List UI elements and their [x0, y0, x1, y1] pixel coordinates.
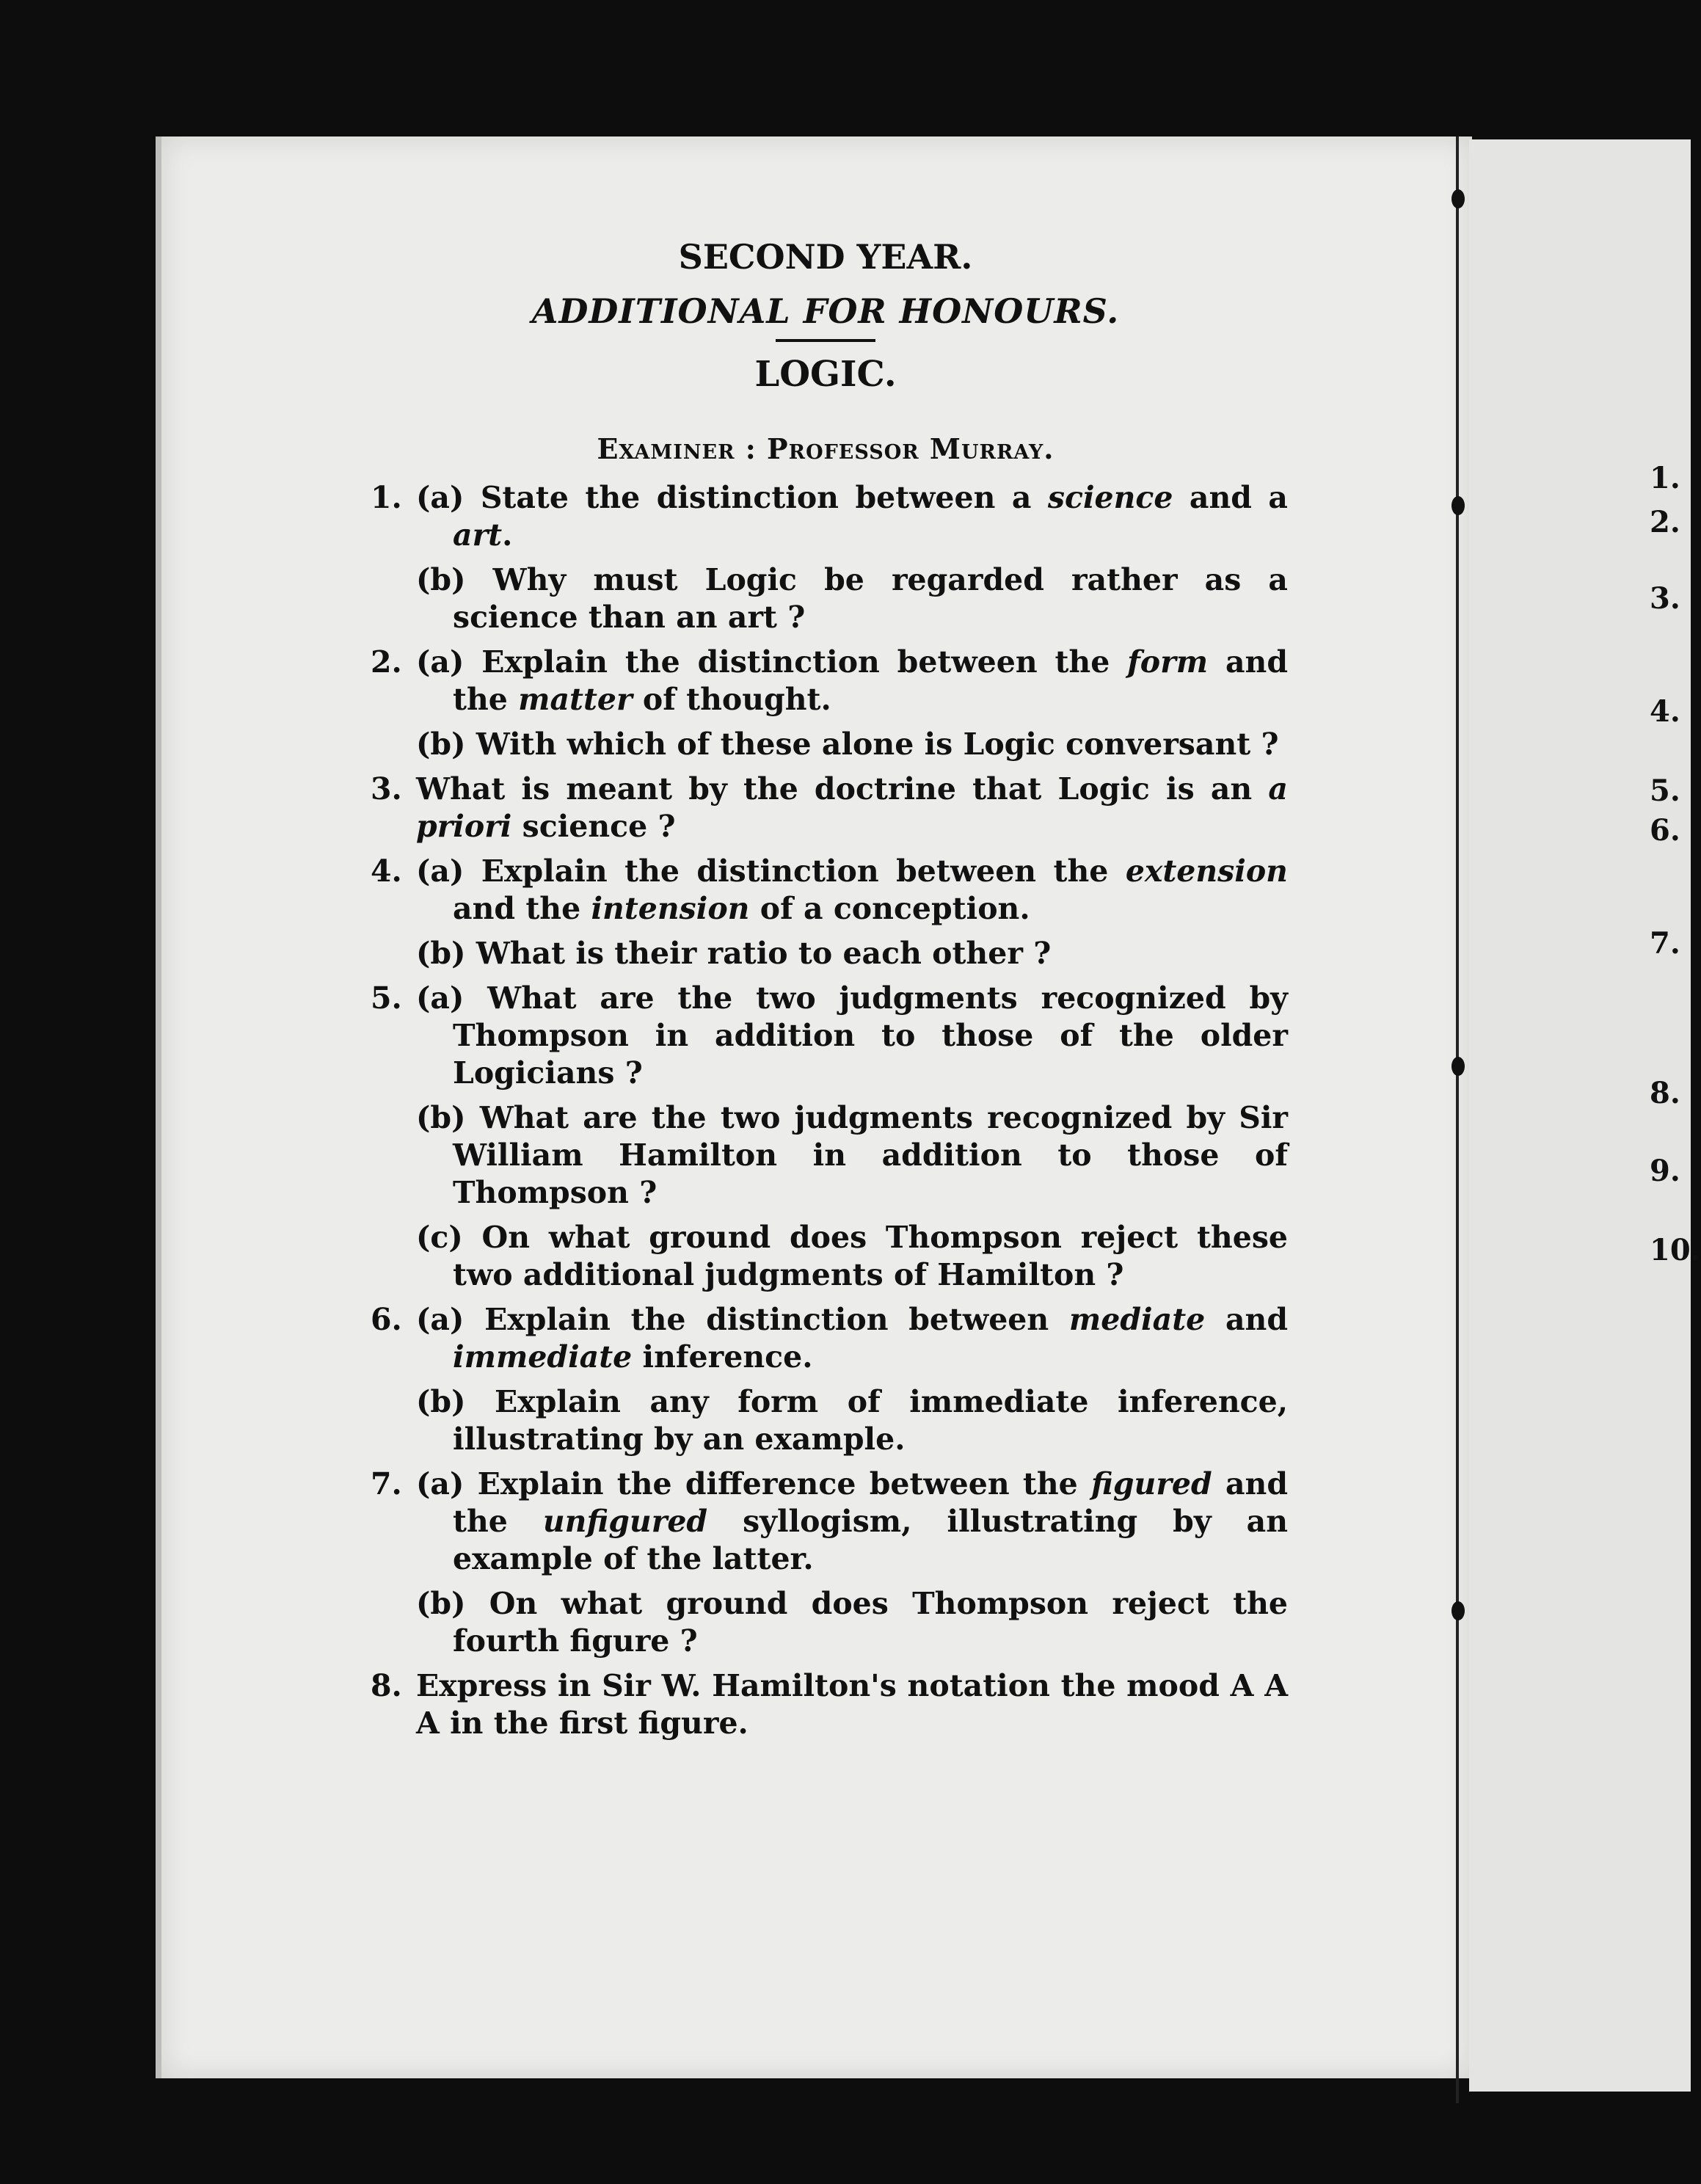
emphasized-term: intension	[591, 891, 750, 926]
question-text: of thought.	[632, 682, 831, 717]
question-text: of a conception.	[749, 891, 1030, 926]
question-part	[416, 726, 1288, 763]
question-text: (b) What is their ratio to each other ?	[416, 936, 1052, 971]
question-text: .	[502, 517, 513, 553]
right-page-number: 6.	[1650, 813, 1680, 848]
question-part	[416, 1219, 1288, 1294]
question-text: (a) Explain the distinction between the	[416, 853, 1126, 889]
emphasized-term: extension	[1125, 853, 1288, 889]
question-part	[416, 771, 1288, 845]
right-page-number: 1.	[1650, 461, 1680, 495]
question-number: 1.	[371, 480, 402, 515]
right-page-number: 2.	[1650, 505, 1680, 539]
question-part	[416, 561, 1288, 636]
question-text: (a) Explain the distinction between the	[416, 644, 1128, 680]
right-page-number: 10.	[1650, 1233, 1701, 1267]
question-text: Express in Sir W. Hamilton's notation the mood A A A in the first figure.	[416, 1668, 1288, 1741]
exam-content	[363, 235, 1288, 1750]
question-item	[363, 1667, 1288, 1742]
binding-mark	[1452, 189, 1465, 208]
right-page-number: 5.	[1650, 774, 1680, 808]
emphasized-term: form	[1127, 644, 1209, 680]
right-page-number: 4.	[1650, 694, 1680, 729]
emphasized-term: a priori	[416, 771, 1288, 844]
emphasized-term: matter	[518, 682, 633, 717]
question-text: (b) With which of these alone is Logic conversant ?	[416, 727, 1279, 762]
question-item	[363, 1301, 1288, 1458]
right-page	[1469, 139, 1691, 2092]
question-part	[416, 853, 1288, 928]
question-text: (a) State the distinction between a	[416, 480, 1048, 515]
question-text: (b) Why must Logic be regarded rather as a science than an art ?	[416, 562, 1288, 635]
subject-heading: LOGIC.	[754, 354, 897, 395]
question-part	[416, 980, 1288, 1092]
question-item	[363, 644, 1288, 763]
question-text: science ?	[511, 809, 676, 844]
emphasized-term: art	[453, 517, 503, 553]
question-part	[416, 1383, 1288, 1458]
question-number: 2.	[371, 644, 402, 680]
question-text: (a) Explain the distinction between	[416, 1302, 1069, 1337]
question-item	[363, 1466, 1288, 1660]
binding-mark	[1452, 496, 1465, 515]
emphasized-term: figured	[1091, 1466, 1212, 1502]
honours-heading: ADDITIONAL FOR HONOURS.	[531, 291, 1120, 331]
question-number: 6.	[371, 1302, 402, 1337]
question-part	[416, 935, 1288, 972]
emphasized-term: immediate	[453, 1339, 633, 1375]
right-page-number: 3.	[1650, 581, 1680, 616]
right-page-number: 8.	[1650, 1076, 1680, 1110]
emphasized-term: science	[1047, 480, 1173, 515]
question-part	[416, 644, 1288, 718]
question-text: (b) What are the two judgments recognized by Sir William Hamilton in addition to those of Thompson ?	[416, 1100, 1288, 1210]
question-part	[416, 1667, 1288, 1742]
question-text: and the	[453, 1466, 1288, 1539]
question-text: (b) Explain any form of immediate inference, illustrating by an example.	[416, 1384, 1288, 1457]
examiner-line: Examiner : Professor Murray.	[597, 432, 1055, 465]
question-item	[363, 479, 1288, 636]
question-text: (b) On what ground does Thompson reject the fourth figure ?	[416, 1586, 1288, 1659]
question-text: What is meant by the doctrine that Logic is an	[416, 771, 1269, 807]
question-text: and the	[453, 891, 591, 926]
question-part	[416, 1585, 1288, 1660]
right-page-number: 7.	[1650, 926, 1680, 961]
question-number: 4.	[371, 853, 402, 889]
emphasized-term: unfigured	[542, 1504, 708, 1539]
question-number: 8.	[371, 1668, 402, 1703]
question-part	[416, 1099, 1288, 1212]
question-text: (a) Explain the difference between the	[416, 1466, 1092, 1502]
question-number: 3.	[371, 771, 402, 807]
question-part	[416, 479, 1288, 554]
question-item	[363, 980, 1288, 1294]
question-text: and the	[453, 644, 1288, 717]
page-spine	[1456, 136, 1459, 2103]
question-text: and	[1205, 1302, 1288, 1337]
question-item	[363, 853, 1288, 972]
question-part	[416, 1466, 1288, 1578]
question-number: 5.	[371, 980, 402, 1016]
right-page-number: 9.	[1650, 1154, 1680, 1188]
question-item	[363, 771, 1288, 845]
question-part	[416, 1301, 1288, 1376]
question-list	[363, 479, 1288, 1742]
binding-mark	[1452, 1601, 1465, 1620]
year-heading: SECOND YEAR.	[678, 237, 973, 277]
question-text: (a) What are the two judgments recognized by Thompson in addition to those of the older Logicians ?	[416, 980, 1288, 1091]
question-text: (c) On what ground does Thompson reject these two additional judgments of Hamilton ?	[416, 1220, 1288, 1292]
question-number: 7.	[371, 1466, 402, 1502]
heading-rule	[776, 339, 875, 342]
emphasized-term: mediate	[1068, 1302, 1206, 1337]
question-text: and a	[1173, 480, 1288, 515]
question-text: syllogism, illustrating by an example of the latter.	[453, 1504, 1289, 1576]
binding-mark	[1452, 1057, 1465, 1076]
question-text: inference.	[632, 1339, 813, 1375]
